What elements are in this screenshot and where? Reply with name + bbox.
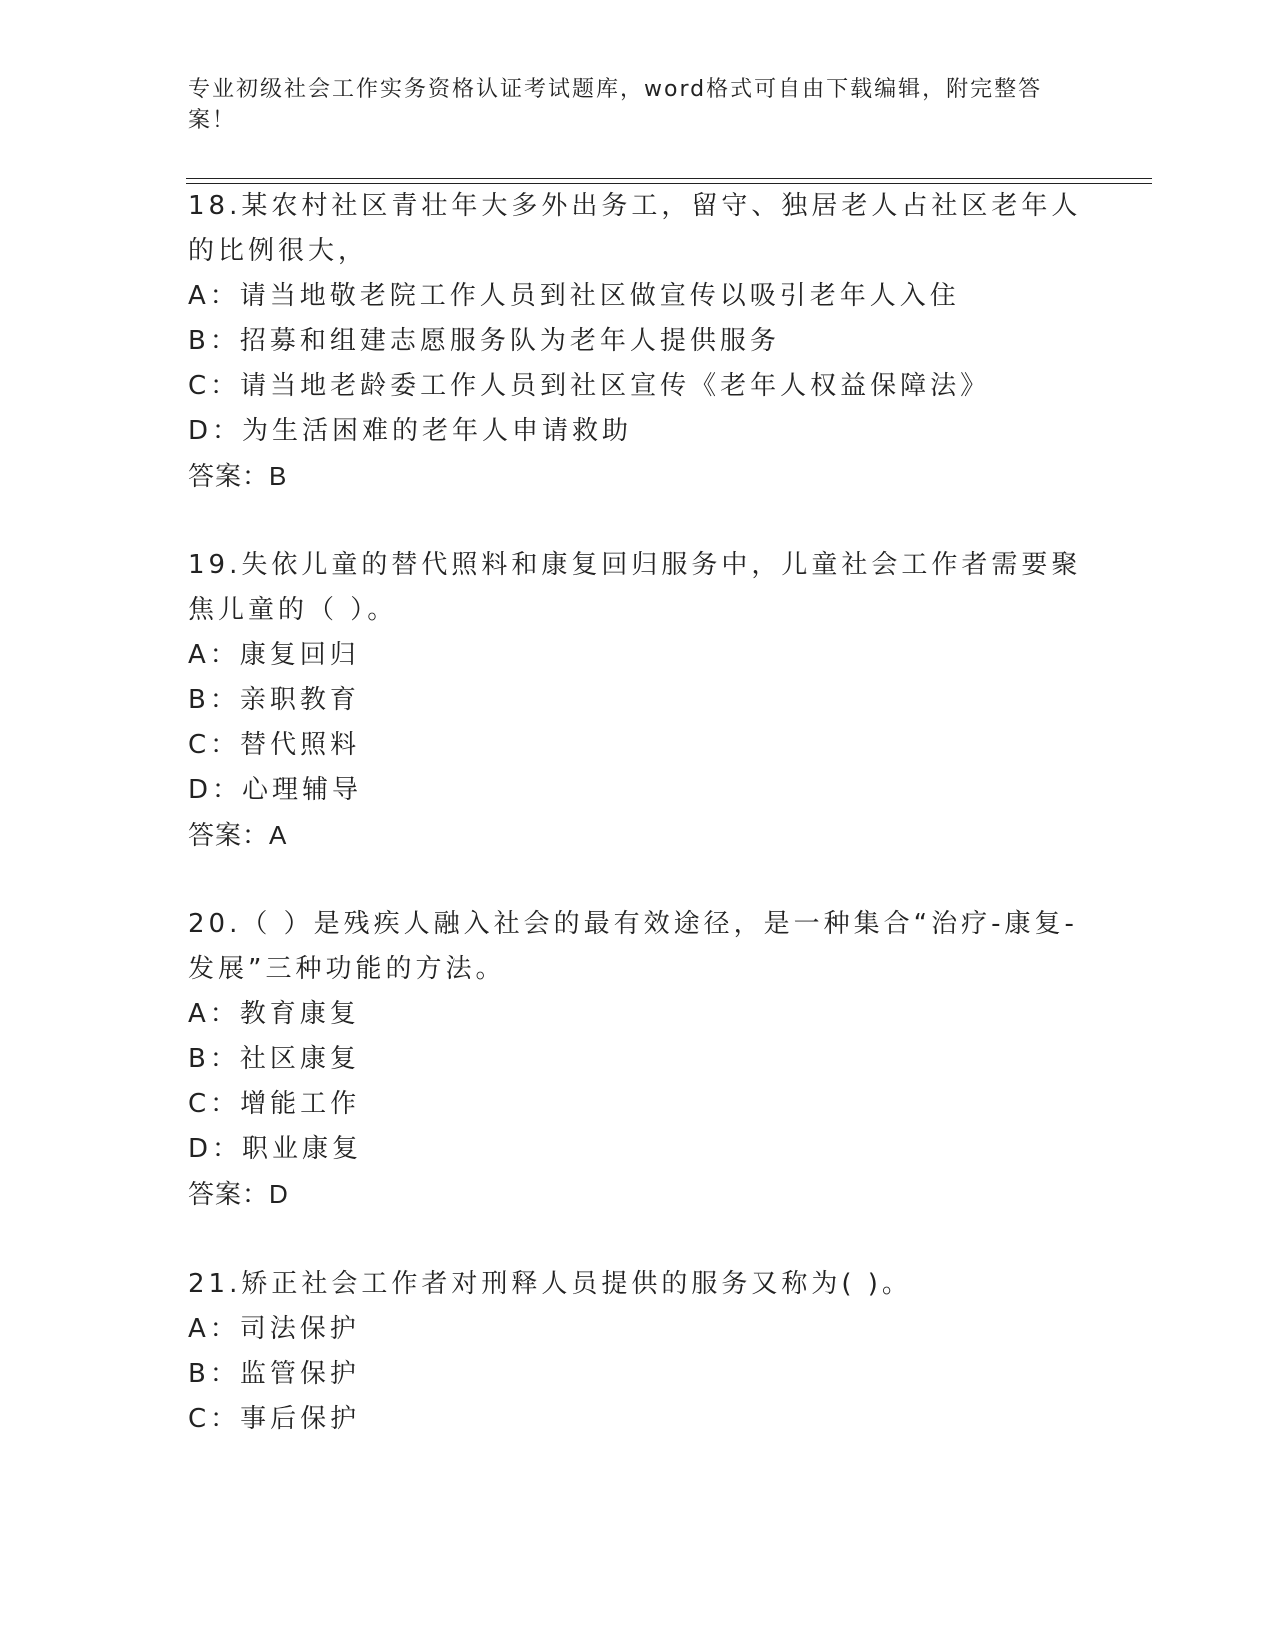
option-b: B：监管保护 (188, 1359, 360, 1389)
answer: 答案：D (188, 1179, 289, 1209)
header-divider-top (186, 178, 1152, 179)
option-a: A：请当地敬老院工作人员到社区做宣传以吸引老年人入住 (188, 281, 960, 311)
option-a: A：康复回归 (188, 640, 360, 670)
option-b: B：社区康复 (188, 1044, 360, 1074)
document-header: 专业初级社会工作实务资格认证考试题库，word格式可自由下载编辑，附完整答案！ (188, 77, 1043, 133)
question-stem: 19.失依儿童的替代照料和康复回归服务中，儿童社会工作者需要聚焦儿童的（ ）。 (188, 550, 1082, 625)
option-a: A：司法保护 (188, 1314, 360, 1344)
question-stem: 21.矫正社会工作者对刑释人员提供的服务又称为( )。 (188, 1269, 912, 1299)
question-20 (188, 902, 1088, 1217)
question-19 (188, 543, 1088, 858)
option-d: D：为生活困难的老年人申请救助 (188, 416, 633, 446)
option-d: D：心理辅导 (188, 775, 363, 805)
answer: 答案：A (188, 820, 288, 850)
option-c: C：请当地老龄委工作人员到社区宣传《老年人权益保障法》 (188, 371, 991, 401)
question-stem: 20.（ ）是残疾人融入社会的最有效途径，是一种集合“治疗-康复-发展”三种功能的方法。 (188, 909, 1078, 984)
question-18 (188, 184, 1088, 499)
answer: 答案：B (188, 461, 288, 491)
question-stem: 18.某农村社区青壮年大多外出务工，留守、独居老人占社区老年人的比例很大， (188, 191, 1082, 266)
question-21 (188, 1262, 1088, 1442)
option-c: C：替代照料 (188, 730, 361, 760)
option-a: A：教育康复 (188, 999, 360, 1029)
option-b: B：亲职教育 (188, 685, 360, 715)
option-c: C：增能工作 (188, 1089, 361, 1119)
option-b: B：招募和组建志愿服务队为老年人提供服务 (188, 326, 780, 356)
option-d: D：职业康复 (188, 1134, 363, 1164)
option-c: C：事后保护 (188, 1404, 361, 1434)
